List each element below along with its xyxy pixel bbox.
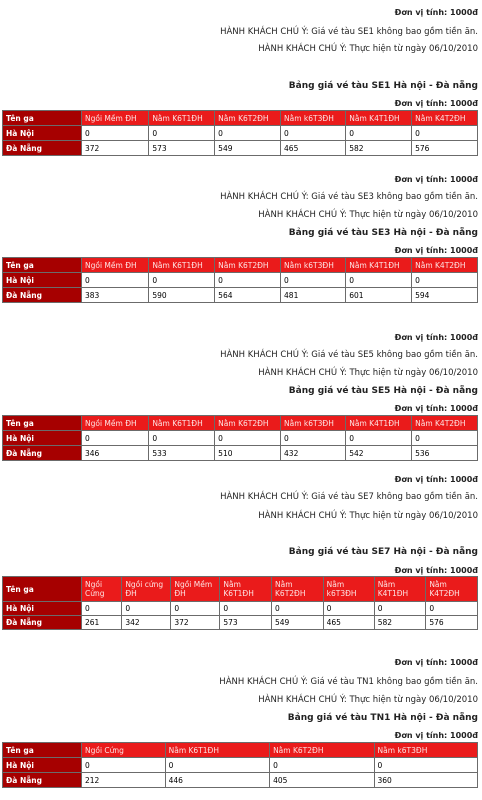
table-title: Bảng giá vé tàu SE7 Hà nội - Đà nẵng [288, 547, 478, 557]
price-cell: 212 [82, 773, 166, 788]
table-row [3, 616, 478, 630]
price-cell: 372 [171, 616, 220, 630]
price-cell: 0 [165, 758, 269, 773]
col-header: Nằm k6T3ĐH [374, 743, 477, 758]
unit-label: Đơn vị tính: 1000đ [394, 246, 478, 255]
fare-section-se5 [0, 328, 482, 468]
station-cell: Hà Nội [3, 126, 82, 141]
fare-table [2, 576, 478, 630]
col-header: Ngồi cứng ĐH [122, 577, 171, 602]
price-cell: 0 [82, 758, 166, 773]
unit-label: Đơn vị tính: 1000đ [394, 566, 478, 575]
station-cell: Đà Nẵng [3, 773, 82, 788]
unit-top: Đơn vị tính: 1000đ [394, 175, 478, 184]
col-header: Nằm K6T1ĐH [220, 577, 272, 602]
station-cell: Đà Nẵng [3, 616, 82, 630]
price-cell: 564 [215, 288, 281, 303]
price-cell: 542 [346, 446, 412, 461]
price-cell: 481 [281, 288, 346, 303]
col-header: Ngồi Mềm ĐH [82, 258, 149, 273]
fare-section-se3 [0, 170, 482, 310]
price-cell: 0 [272, 602, 324, 616]
col-header: Nằm k6T3ĐH [323, 577, 374, 602]
price-cell: 383 [82, 288, 149, 303]
table-header-row [3, 416, 478, 431]
price-cell: 0 [281, 431, 346, 446]
price-cell: 573 [220, 616, 272, 630]
table-header-row [3, 743, 478, 758]
effective-line: HÀNH KHÁCH CHÚ Ý: Thực hiện từ ngày 06/10/2010 [258, 511, 478, 521]
station-cell: Hà Nội [3, 273, 82, 288]
col-header: Ngồi Mềm ĐH [82, 111, 149, 126]
price-cell: 465 [323, 616, 374, 630]
table-title: Bảng giá vé tàu TN1 Hà nội - Đà nẵng [287, 713, 478, 723]
fare-section-se1 [0, 0, 482, 160]
effective-line: HÀNH KHÁCH CHÚ Ý: Thực hiện từ ngày 06/10/2010 [258, 210, 478, 220]
table-row [3, 446, 478, 461]
price-cell: 405 [270, 773, 374, 788]
unit-label: Đơn vị tính: 1000đ [394, 99, 478, 108]
table-row [3, 141, 478, 156]
unit-top: Đơn vị tính: 1000đ [394, 475, 478, 484]
fare-table [2, 742, 478, 788]
price-cell: 0 [215, 126, 281, 141]
col-header: Nằm K6T2ĐH [270, 743, 374, 758]
col-header: Nằm k6T3ĐH [281, 258, 346, 273]
price-cell: 0 [281, 273, 346, 288]
notice-line: HÀNH KHÁCH CHÚ Ý: Giá vé tàu TN1 không bao gồm tiền ăn. [219, 677, 478, 687]
price-cell: 0 [412, 273, 478, 288]
price-cell: 590 [149, 288, 215, 303]
col-header: Nằm K6T1ĐH [165, 743, 269, 758]
price-cell: 0 [215, 273, 281, 288]
col-header: Tên ga [3, 577, 82, 602]
price-cell: 576 [426, 616, 478, 630]
col-header: Nằm K4T2ĐH [412, 111, 478, 126]
col-header: Nằm K6T2ĐH [215, 416, 281, 431]
price-cell: 0 [374, 602, 426, 616]
table-title: Bảng giá vé tàu SE3 Hà nội - Đà nẵng [288, 228, 478, 238]
notice-line: HÀNH KHÁCH CHÚ Ý: Giá vé tàu SE5 không bao gồm tiền ăn. [220, 350, 478, 360]
col-header: Nằm K4T1ĐH [346, 111, 412, 126]
price-cell: 549 [215, 141, 281, 156]
price-cell: 432 [281, 446, 346, 461]
price-cell: 594 [412, 288, 478, 303]
price-cell: 0 [323, 602, 374, 616]
notice-line: HÀNH KHÁCH CHÚ Ý: Giá vé tàu SE1 không bao gồm tiền ăn. [220, 27, 478, 37]
price-cell: 0 [346, 126, 412, 141]
col-header: Tên ga [3, 258, 82, 273]
table-row [3, 431, 478, 446]
price-cell: 0 [171, 602, 220, 616]
station-cell: Hà Nội [3, 758, 82, 773]
price-cell: 0 [149, 273, 215, 288]
station-cell: Hà Nội [3, 602, 82, 616]
price-cell: 0 [281, 126, 346, 141]
price-cell: 360 [374, 773, 477, 788]
price-cell: 446 [165, 773, 269, 788]
col-header: Ngồi Mềm ĐH [171, 577, 220, 602]
price-cell: 0 [346, 431, 412, 446]
fare-table [2, 257, 478, 303]
price-cell: 573 [149, 141, 215, 156]
notice-line: HÀNH KHÁCH CHÚ Ý: Giá vé tàu SE3 không bao gồm tiền ăn. [220, 192, 478, 202]
col-header: Ngồi Cứng [82, 577, 122, 602]
price-cell: 0 [215, 431, 281, 446]
unit-label: Đơn vị tính: 1000đ [394, 731, 478, 740]
price-cell: 0 [82, 126, 149, 141]
col-header: Tên ga [3, 416, 82, 431]
table-row [3, 773, 478, 788]
price-cell: 0 [374, 758, 477, 773]
price-cell: 533 [149, 446, 215, 461]
price-cell: 372 [82, 141, 149, 156]
table-row [3, 288, 478, 303]
station-cell: Đà Nẵng [3, 446, 82, 461]
price-cell: 0 [220, 602, 272, 616]
price-cell: 0 [412, 431, 478, 446]
col-header: Ngồi Mềm ĐH [82, 416, 149, 431]
table-row [3, 126, 478, 141]
station-cell: Đà Nẵng [3, 288, 82, 303]
col-header: Nằm K6T1ĐH [149, 416, 215, 431]
col-header: Nằm K4T1ĐH [374, 577, 426, 602]
price-cell: 536 [412, 446, 478, 461]
price-cell: 465 [281, 141, 346, 156]
price-cell: 261 [82, 616, 122, 630]
price-cell: 0 [412, 126, 478, 141]
table-title: Bảng giá vé tàu SE5 Hà nội - Đà nẵng [288, 386, 478, 396]
price-cell: 0 [122, 602, 171, 616]
price-cell: 0 [82, 602, 122, 616]
price-cell: 601 [346, 288, 412, 303]
col-header: Ngồi Cứng [82, 743, 166, 758]
col-header: Tên ga [3, 743, 82, 758]
price-cell: 342 [122, 616, 171, 630]
fare-table [2, 110, 478, 156]
price-cell: 0 [346, 273, 412, 288]
price-cell: 346 [82, 446, 149, 461]
fare-section-se7 [0, 470, 482, 640]
fare-section-tn1 [0, 650, 482, 800]
col-header: Nằm K6T2ĐH [215, 258, 281, 273]
table-title: Bảng giá vé tàu SE1 Hà nội - Đà nẵng [288, 81, 478, 91]
effective-line: HÀNH KHÁCH CHÚ Ý: Thực hiện từ ngày 06/10/2010 [258, 368, 478, 378]
price-cell: 0 [149, 126, 215, 141]
unit-top: Đơn vị tính: 1000đ [394, 333, 478, 342]
notice-line: HÀNH KHÁCH CHÚ Ý: Giá vé tàu SE7 không bao gồm tiền ăn. [220, 492, 478, 502]
table-row [3, 273, 478, 288]
unit-label: Đơn vị tính: 1000đ [394, 404, 478, 413]
col-header: Nằm k6T3ĐH [281, 416, 346, 431]
price-cell: 0 [270, 758, 374, 773]
effective-line: HÀNH KHÁCH CHÚ Ý: Thực hiện từ ngày 06/10/2010 [258, 44, 478, 54]
price-cell: 549 [272, 616, 324, 630]
col-header: Nằm K4T2ĐH [412, 258, 478, 273]
price-cell: 0 [149, 431, 215, 446]
price-cell: 582 [374, 616, 426, 630]
col-header: Nằm K6T2ĐH [215, 111, 281, 126]
table-header-row [3, 258, 478, 273]
table-row [3, 758, 478, 773]
col-header: Nằm K6T1ĐH [149, 111, 215, 126]
price-cell: 0 [426, 602, 478, 616]
col-header: Nằm K6T2ĐH [272, 577, 324, 602]
table-header-row [3, 111, 478, 126]
col-header: Nằm K4T1ĐH [346, 258, 412, 273]
effective-line: HÀNH KHÁCH CHÚ Ý: Thực hiện từ ngày 06/10/2010 [258, 695, 478, 705]
station-cell: Hà Nội [3, 431, 82, 446]
col-header: Nằm K6T1ĐH [149, 258, 215, 273]
price-cell: 576 [412, 141, 478, 156]
col-header: Nằm K4T1ĐH [346, 416, 412, 431]
station-cell: Đà Nẵng [3, 141, 82, 156]
fare-table [2, 415, 478, 461]
col-header: Nằm K4T2ĐH [412, 416, 478, 431]
col-header: Nằm K4T2ĐH [426, 577, 478, 602]
unit-top: Đơn vị tính: 1000đ [394, 8, 478, 17]
price-cell: 582 [346, 141, 412, 156]
col-header: Nằm k6T3ĐH [281, 111, 346, 126]
col-header: Tên ga [3, 111, 82, 126]
price-cell: 0 [82, 273, 149, 288]
price-cell: 0 [82, 431, 149, 446]
table-row [3, 602, 478, 616]
unit-top: Đơn vị tính: 1000đ [394, 658, 478, 667]
table-header-row [3, 577, 478, 602]
price-cell: 510 [215, 446, 281, 461]
